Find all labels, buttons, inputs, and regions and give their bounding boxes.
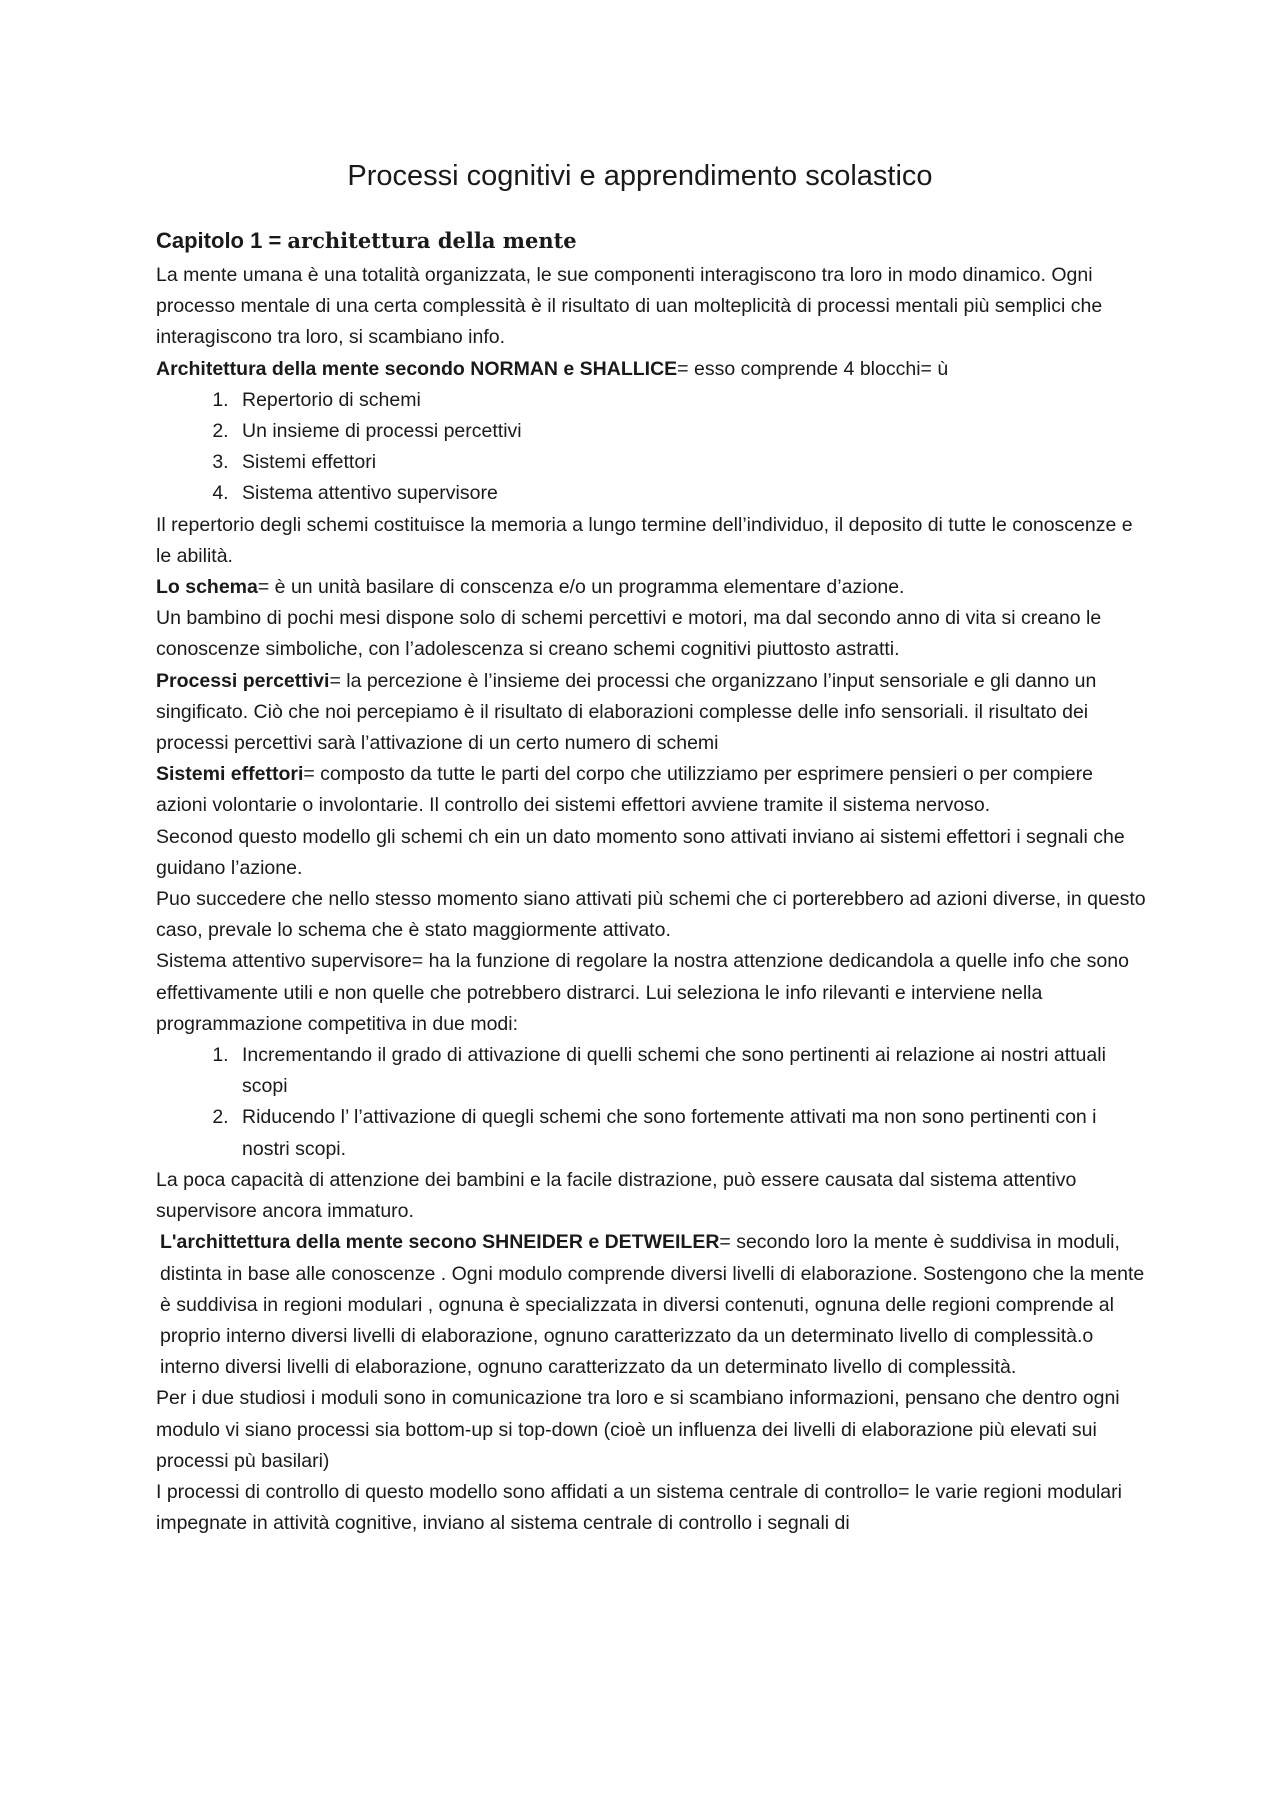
paragraph-attenzione-bambini: La poca capacità di attenzione dei bambini e la facile distrazione, può essere causata dal sistema attentivo supervisore ancora immaturo. bbox=[156, 1168, 1077, 1223]
chapter-prefix: Capitolo 1 = bbox=[156, 228, 288, 253]
list-item: 1. Incrementando il grado di attivazione di quelli schemi che sono pertinenti ai relazione ai nostri attuali scopi bbox=[234, 1040, 1146, 1102]
list-item: 1. Repertorio di schemi bbox=[234, 385, 1146, 416]
modes-list bbox=[156, 1040, 1146, 1165]
paragraph-sistema-attentivo: Sistema attentivo supervisore= ha la funzione di regolare la nostra attenzione dedicandola a quelle info che sono effettivamente utili e non quelle che potrebbero distrarci. Lui seleziona le info rilevanti e interviene nella programmazione competitiva in due modi: bbox=[156, 950, 1129, 1035]
paragraph-norman-shallice: Architettura della mente secondo NORMAN e SHALLICE= esso comprende 4 blocchi= ù bbox=[156, 357, 949, 380]
document-body bbox=[156, 224, 1146, 1539]
paragraph-moduli: Per i due studiosi i moduli sono in comunicazione tra loro e si scambiano informazioni, pensano che dentro ogni modulo vi siano processi sia bottom-up si top-down (cioè un influenza dei livelli di elaborazione più elevati sui processi pù basilari) bbox=[156, 1387, 1120, 1472]
term-processi-percettivi: Processi percettivi bbox=[156, 669, 330, 692]
paragraph-intro: La mente umana è una totalità organizzata, le sue componenti interagiscono tra loro in modo dinamico. Ogni processo mentale di una certa complessità è il risultato di uan molteplicità di processi mentali più semplici che interagiscono tra loro, si scambiano info. bbox=[156, 264, 1103, 349]
paragraph-processi-percettivi: Processi percettivi= la percezione è l’insieme dei processi che organizzano l’input sensoriale e gli danno un singificato. Ciò che noi percepiamo è il risultato di elaborazioni complesse delle info sensoriali. il risultato dei processi percettivi sarà l’attivazione di un certo numero di schemi bbox=[156, 669, 1097, 755]
chapter-name: architettura della mente bbox=[287, 228, 577, 253]
chapter-heading bbox=[156, 224, 1146, 258]
term-schema: Lo schema bbox=[156, 576, 258, 599]
paragraph-sistemi-effettori: Sistemi effettori= composto da tutte le parti del corpo che utilizziamo per esprimere pensieri o per compiere azioni volontarie o involontarie. Il controllo dei sistemi effettori avviene tramite il sistema nervoso. bbox=[156, 763, 1093, 817]
list-item: 3. Sistemi effettori bbox=[234, 447, 1146, 478]
paragraph-modello: Seconod questo modello gli schemi ch ein un dato momento sono attivati inviano ai sistemi effettori i segnali che guidano l’azione. bbox=[156, 825, 1125, 879]
document-title: Processi cognitivi e apprendimento scolastico bbox=[347, 160, 933, 192]
list-item: 4. Sistema attentivo supervisore bbox=[234, 478, 1146, 509]
term-norman-shallice: Architettura della mente secondo NORMAN e SHALLICE bbox=[156, 357, 678, 380]
paragraph-schemi-attivati: Puo succedere che nello stesso momento siano attivati più schemi che ci porterebbero ad azioni diverse, in questo caso, prevale lo schema che è stato maggiormente attivato. bbox=[156, 888, 1146, 942]
paragraph-shneider-detweiler: L'archittettura della mente secono SHNEIDER e DETWEILER= secondo loro la mente è suddivisa in moduli, distinta in base alle conoscenze . Ogni modulo comprende diversi livelli di elaborazione. Sostengono che la mente è suddivisa in regioni modulari , ognuna è specializzata in diversi contenuti, ognuna delle regioni comprende al proprio interno diversi livelli di elaborazione, ognuno caratterizzato da un determinato livello di complessità.o interno diversi livelli di elaborazione, ognuno caratterizzato da un determinato livello di complessità. bbox=[160, 1231, 1145, 1379]
paragraph-schema: Lo schema= è un unità basilare di conscenza e/o un programma elementare d’azione. bbox=[156, 576, 905, 599]
paragraph-bambino: Un bambino di pochi mesi dispone solo di schemi percettivi e motori, ma dal secondo anno di vita si creano le conoscenze simboliche, con l’adolescenza si creano schemi cognitivi piuttosto astratti. bbox=[156, 607, 1102, 661]
list-item: 2. Un insieme di processi percettivi bbox=[234, 416, 1146, 447]
paragraph-controllo: I processi di controllo di questo modello sono affidati a un sistema centrale di controllo= le varie regioni modulari impegnate in attività cognitive, inviano al sistema centrale di controllo i segnali di bbox=[156, 1480, 1122, 1535]
paragraph-repertorio: Il repertorio degli schemi costituisce la memoria a lungo termine dell’individuo, il deposito di tutte le conoscenze e le abilità. bbox=[156, 513, 1133, 567]
blocks-list bbox=[156, 385, 1146, 510]
term-sistemi-effettori: Sistemi effettori bbox=[156, 763, 304, 786]
list-item: 2. Riducendo l’ l’attivazione di quegli schemi che sono fortemente attivati ma non sono pertinenti con i nostri scopi. bbox=[234, 1102, 1146, 1164]
term-shneider-detweiler: L'archittettura della mente secono SHNEIDER e DETWEILER bbox=[160, 1231, 720, 1254]
